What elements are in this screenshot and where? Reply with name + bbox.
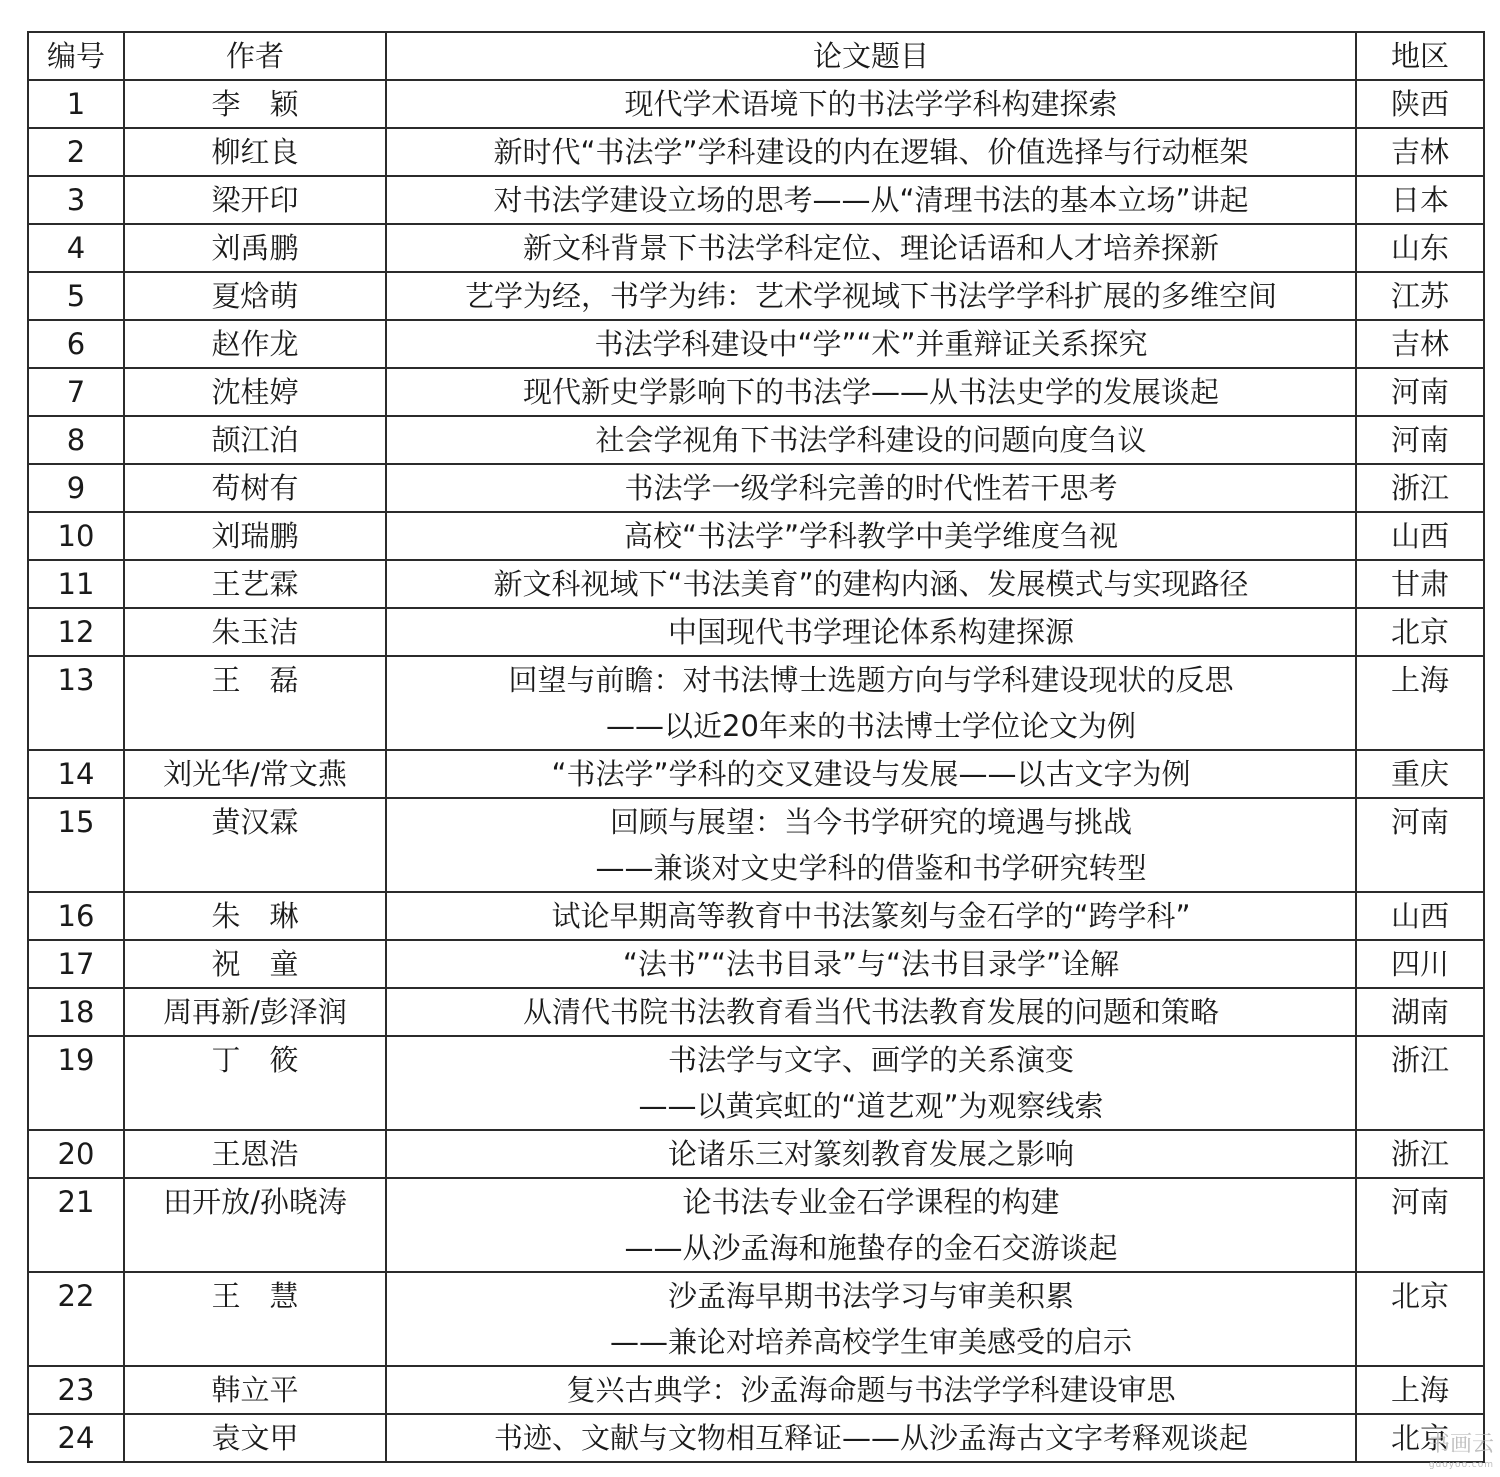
row-title	[386, 224, 1356, 272]
row-number: 20	[28, 1130, 124, 1178]
row-region: 北京	[1356, 1414, 1484, 1462]
row-title	[386, 1178, 1356, 1272]
title-line: ——兼谈对文史学科的借鉴和书学研究转型	[595, 851, 1147, 885]
row-author: 袁文甲	[124, 1414, 386, 1462]
row-title	[386, 940, 1356, 988]
row-region: 重庆	[1356, 750, 1484, 798]
title-line: 从清代书院书法教育看当代书法教育发展的问题和策略	[522, 995, 1219, 1029]
title-line: ——以黄宾虹的“道艺观”为观察线索	[638, 1089, 1104, 1123]
row-author: 朱 琳	[124, 892, 386, 940]
table-row	[28, 128, 1484, 176]
row-author: 王艺霖	[124, 560, 386, 608]
table-row	[28, 656, 1484, 750]
header-number: 编号	[28, 32, 124, 80]
row-number: 2	[28, 128, 124, 176]
title-line: 新时代“书法学”学科建设的内在逻辑、价值选择与行动框架	[493, 135, 1249, 169]
title-line: 书法学一级学科完善的时代性若干思考	[624, 471, 1118, 505]
row-region: 山东	[1356, 224, 1484, 272]
row-number: 23	[28, 1366, 124, 1414]
row-number: 11	[28, 560, 124, 608]
row-region: 浙江	[1356, 1036, 1484, 1130]
row-author: 颉江泊	[124, 416, 386, 464]
row-title	[386, 750, 1356, 798]
row-author: 梁开印	[124, 176, 386, 224]
row-author: 田开放/孙晓涛	[124, 1178, 386, 1272]
row-author: 赵作龙	[124, 320, 386, 368]
row-region: 山西	[1356, 892, 1484, 940]
table-row	[28, 940, 1484, 988]
row-number: 16	[28, 892, 124, 940]
table-row	[28, 1272, 1484, 1366]
row-author: 王 磊	[124, 656, 386, 750]
row-region: 浙江	[1356, 464, 1484, 512]
row-title	[386, 1414, 1356, 1462]
title-line: ——兼论对培养高校学生审美感受的启示	[609, 1325, 1132, 1359]
table-row	[28, 608, 1484, 656]
row-title	[386, 560, 1356, 608]
row-region: 北京	[1356, 608, 1484, 656]
table-row	[28, 416, 1484, 464]
row-region: 河南	[1356, 798, 1484, 892]
row-region: 四川	[1356, 940, 1484, 988]
title-line: 社会学视角下书法学科建设的问题向度刍议	[595, 423, 1147, 457]
title-line: 艺学为经，书学为纬：艺术学视域下书法学学科扩展的多维空间	[464, 279, 1277, 313]
row-author: 苟树有	[124, 464, 386, 512]
row-region: 湖南	[1356, 988, 1484, 1036]
title-line: 新文科视域下“书法美育”的建构内涵、发展模式与实现路径	[493, 567, 1249, 601]
title-line: 论书法专业金石学课程的构建	[682, 1185, 1060, 1219]
row-number: 17	[28, 940, 124, 988]
row-title	[386, 988, 1356, 1036]
row-region: 山西	[1356, 512, 1484, 560]
table-row	[28, 750, 1484, 798]
table-row	[28, 988, 1484, 1036]
row-author: 朱玉洁	[124, 608, 386, 656]
row-title	[386, 512, 1356, 560]
row-title	[386, 656, 1356, 750]
row-number: 15	[28, 798, 124, 892]
header-title: 论文题目	[386, 32, 1356, 80]
row-region: 甘肃	[1356, 560, 1484, 608]
row-region: 吉林	[1356, 128, 1484, 176]
title-line: “书法学”学科的交叉建设与发展——以古文字为例	[551, 757, 1191, 791]
row-region: 河南	[1356, 368, 1484, 416]
row-region: 河南	[1356, 416, 1484, 464]
row-title	[386, 320, 1356, 368]
table-row	[28, 176, 1484, 224]
title-line: 试论早期高等教育中书法篆刻与金石学的“跨学科”	[551, 899, 1191, 933]
watermark-logo	[1427, 1432, 1494, 1475]
table-row	[28, 224, 1484, 272]
row-author: 王恩浩	[124, 1130, 386, 1178]
title-line: 新文科背景下书法学科定位、理论话语和人才培养探新	[522, 231, 1219, 265]
title-line: 高校“书法学”学科教学中美学维度刍视	[623, 519, 1119, 553]
row-title	[386, 608, 1356, 656]
row-author: 刘瑞鹏	[124, 512, 386, 560]
row-title	[386, 1366, 1356, 1414]
row-number: 9	[28, 464, 124, 512]
row-region: 河南	[1356, 1178, 1484, 1272]
row-title	[386, 176, 1356, 224]
table-row	[28, 80, 1484, 128]
row-title	[386, 464, 1356, 512]
row-title	[386, 272, 1356, 320]
row-region: 江苏	[1356, 272, 1484, 320]
row-title	[386, 1130, 1356, 1178]
table-row	[28, 560, 1484, 608]
table-row	[28, 1414, 1484, 1462]
header-row	[28, 32, 1484, 80]
row-author: 祝 童	[124, 940, 386, 988]
watermark-url: guoyoo.com	[1428, 1460, 1494, 1470]
title-line: 对书法学建设立场的思考——从“清理书法的基本立场”讲起	[493, 183, 1249, 217]
row-author: 丁 筱	[124, 1036, 386, 1130]
row-author: 李 颖	[124, 80, 386, 128]
title-line: “法书”“法书目录”与“法书目录学”诠解	[622, 947, 1120, 981]
row-region: 上海	[1356, 1366, 1484, 1414]
row-number: 18	[28, 988, 124, 1036]
title-line: 复兴古典学：沙孟海命题与书法学学科建设审思	[566, 1373, 1176, 1407]
row-number: 24	[28, 1414, 124, 1462]
row-author: 黄汉霖	[124, 798, 386, 892]
table-row	[28, 512, 1484, 560]
table-row	[28, 1366, 1484, 1414]
row-title	[386, 1036, 1356, 1130]
title-line: 书迹、文献与文物相互释证——从沙孟海古文字考释观谈起	[493, 1421, 1248, 1455]
row-number: 7	[28, 368, 124, 416]
row-region: 吉林	[1356, 320, 1484, 368]
row-title	[386, 892, 1356, 940]
header-author: 作者	[124, 32, 386, 80]
row-title	[386, 80, 1356, 128]
title-line: 书法学与文字、画学的关系演变	[667, 1043, 1074, 1077]
row-author: 王 慧	[124, 1272, 386, 1366]
row-region: 陕西	[1356, 80, 1484, 128]
paper-list-table	[27, 31, 1485, 1463]
title-line: 沙孟海早期书法学习与审美积累	[667, 1279, 1074, 1313]
row-region: 上海	[1356, 656, 1484, 750]
table-row	[28, 320, 1484, 368]
row-region: 浙江	[1356, 1130, 1484, 1178]
watermark-text: 书画云	[1427, 1432, 1494, 1457]
title-line: 现代学术语境下的书法学学科构建探索	[624, 87, 1118, 121]
row-title	[386, 128, 1356, 176]
row-author: 韩立平	[124, 1366, 386, 1414]
title-line: 中国现代书学理论体系构建探源	[667, 615, 1074, 649]
table-row	[28, 272, 1484, 320]
table-row	[28, 1130, 1484, 1178]
row-number: 13	[28, 656, 124, 750]
row-number: 6	[28, 320, 124, 368]
row-number: 22	[28, 1272, 124, 1366]
row-author: 沈桂婷	[124, 368, 386, 416]
title-line: ——从沙孟海和施蛰存的金石交游谈起	[624, 1231, 1118, 1265]
row-number: 3	[28, 176, 124, 224]
row-author: 刘光华/常文燕	[124, 750, 386, 798]
table-body	[28, 80, 1484, 1462]
row-title	[386, 798, 1356, 892]
row-region: 日本	[1356, 176, 1484, 224]
title-line: 现代新史学影响下的书法学——从书法史学的发展谈起	[522, 375, 1219, 409]
row-number: 14	[28, 750, 124, 798]
row-number: 1	[28, 80, 124, 128]
title-line: 书法学科建设中“学”“术”并重辩证关系探究	[594, 327, 1148, 361]
row-title	[386, 368, 1356, 416]
row-number: 4	[28, 224, 124, 272]
table-row	[28, 1178, 1484, 1272]
row-author: 柳红良	[124, 128, 386, 176]
table-row	[28, 464, 1484, 512]
title-line: 回望与前瞻：对书法博士选题方向与学科建设现状的反思	[508, 663, 1234, 697]
row-number: 21	[28, 1178, 124, 1272]
row-author: 夏焓萌	[124, 272, 386, 320]
row-number: 5	[28, 272, 124, 320]
header-region: 地区	[1356, 32, 1484, 80]
row-author: 周再新/彭泽润	[124, 988, 386, 1036]
row-author: 刘禹鹏	[124, 224, 386, 272]
row-number: 12	[28, 608, 124, 656]
title-line: 论诸乐三对篆刻教育发展之影响	[667, 1137, 1074, 1171]
table-row	[28, 1036, 1484, 1130]
title-line: ——以近20年来的书法博士学位论文为例	[606, 709, 1136, 743]
row-number: 8	[28, 416, 124, 464]
table-row	[28, 368, 1484, 416]
title-line: 回顾与展望：当今书学研究的境遇与挑战	[609, 805, 1132, 839]
table-row	[28, 798, 1484, 892]
row-number: 19	[28, 1036, 124, 1130]
row-title	[386, 1272, 1356, 1366]
row-region: 北京	[1356, 1272, 1484, 1366]
row-title	[386, 416, 1356, 464]
row-number: 10	[28, 512, 124, 560]
table-row	[28, 892, 1484, 940]
